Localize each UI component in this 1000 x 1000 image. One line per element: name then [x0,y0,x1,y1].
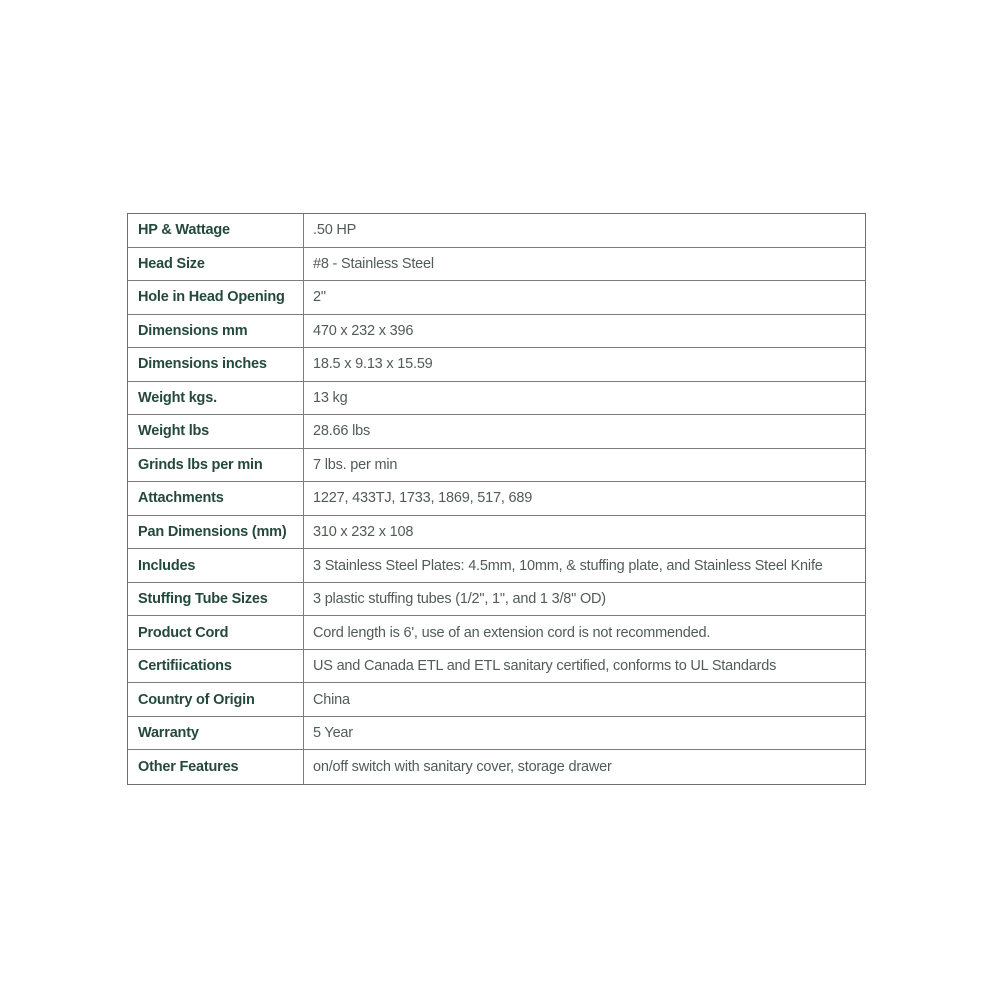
spec-label: Other Features [128,750,304,784]
table-row [128,750,865,784]
table-row [128,281,865,315]
table-row [128,549,865,583]
spec-label: Includes [128,549,304,582]
table-row [128,382,865,416]
spec-label: Certifiications [128,650,304,683]
spec-value: 1227, 433TJ, 1733, 1869, 517, 689 [313,490,533,507]
spec-value: 470 x 232 x 396 [313,322,414,339]
spec-label: Dimensions inches [128,348,304,381]
spec-value: 18.5 x 9.13 x 15.59 [313,356,433,373]
spec-value: .50 HP [313,222,357,239]
spec-value: on/off switch with sanitary cover, storage drawer [313,759,612,776]
spec-label: Grinds lbs per min [128,449,304,482]
spec-value: Cord length is 6', use of an extension cord is not recommended. [313,624,711,641]
table-row [128,616,865,650]
spec-label: Pan Dimensions (mm) [128,516,304,549]
spec-label: Stuffing Tube Sizes [128,583,304,616]
spec-label: Head Size [128,248,304,281]
spec-value: 28.66 lbs [313,423,371,440]
spec-label: Country of Origin [128,683,304,716]
spec-value: 3 plastic stuffing tubes (1/2", 1", and 1 3/8" OD) [313,591,606,608]
spec-label: Hole in Head Opening [128,281,304,314]
table-row [128,683,865,717]
table-row [128,516,865,550]
spec-table [127,213,866,785]
table-row [128,583,865,617]
table-row [128,248,865,282]
spec-value: 310 x 232 x 108 [313,524,414,541]
table-row [128,214,865,248]
spec-label: Attachments [128,482,304,515]
table-row [128,415,865,449]
table-row [128,650,865,684]
spec-value: 3 Stainless Steel Plates: 4.5mm, 10mm, & stuffing plate, and Stainless Steel Knife [313,557,823,574]
spec-label: Dimensions mm [128,315,304,348]
spec-value: 2" [313,289,326,306]
table-row [128,315,865,349]
spec-value: US and Canada ETL and ETL sanitary certified, conforms to UL Standards [313,658,777,675]
spec-value: 7 lbs. per min [313,456,398,473]
spec-label: Warranty [128,717,304,750]
spec-value: 13 kg [313,389,348,406]
table-row [128,348,865,382]
table-row [128,717,865,751]
spec-value: China [313,691,350,708]
spec-value: #8 - Stainless Steel [313,255,434,272]
spec-value: 5 Year [313,725,353,742]
spec-label: Weight kgs. [128,382,304,415]
table-row [128,482,865,516]
spec-label: Weight lbs [128,415,304,448]
spec-label: Product Cord [128,616,304,649]
spec-label: HP & Wattage [128,214,304,247]
table-row [128,449,865,483]
